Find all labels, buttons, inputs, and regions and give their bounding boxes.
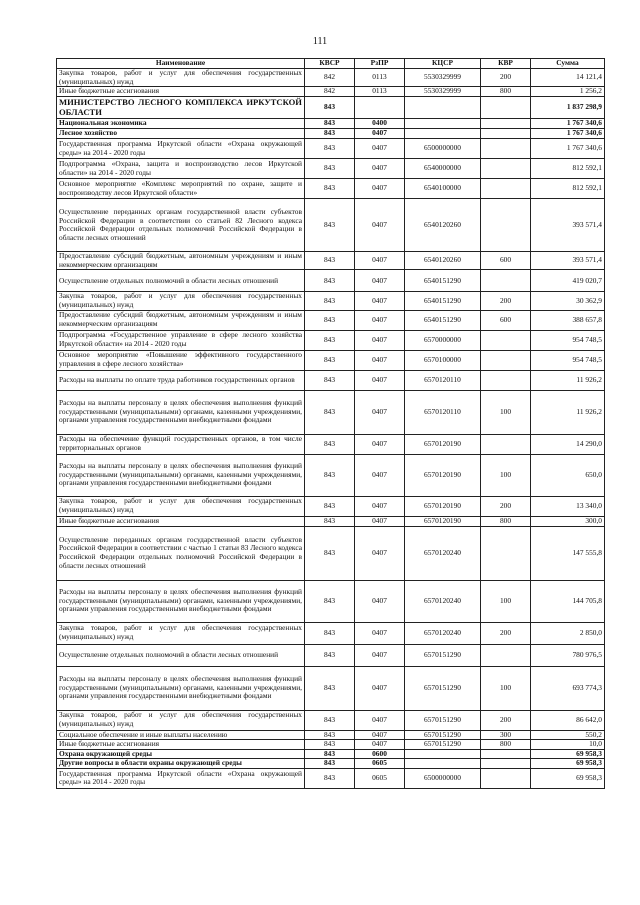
cell-name: Основное мероприятие «Повышение эффективного государственного управления в сфере лесного хозяйства» <box>57 350 305 370</box>
cell-sum: 11 926,2 <box>531 390 605 434</box>
table-row <box>57 179 605 199</box>
cell-kvr <box>481 129 531 139</box>
table-row <box>57 759 605 769</box>
cell-kvr: 200 <box>481 496 531 516</box>
cell-name: Закупка товаров, работ и услуг для обеспечения государственных (муниципальных) нужд <box>57 496 305 516</box>
cell-sum: 1 837 298,9 <box>531 97 605 119</box>
cell-kvsr: 843 <box>305 516 355 526</box>
cell-kvsr: 843 <box>305 119 355 129</box>
cell-rzpr: 0407 <box>355 730 405 740</box>
cell-rzpr: 0113 <box>355 87 405 97</box>
cell-kvr: 200 <box>481 622 531 644</box>
cell-name: Осуществление отдельных полномочий в области лесных отношений <box>57 270 305 292</box>
table-row <box>57 129 605 139</box>
cell-rzpr: 0407 <box>355 292 405 310</box>
cell-rzpr: 0407 <box>355 454 405 496</box>
cell-kvsr: 843 <box>305 526 355 580</box>
table-row <box>57 159 605 179</box>
cell-name: Осуществление переданных органам государственной власти субъектов Российской Федерации в соответствии с частью 1 статьи 83 Лесного кодекса Российской Федерации отдельных полномочий Российской Федерации в области лесных отношений <box>57 526 305 580</box>
cell-sum: 10,0 <box>531 740 605 750</box>
cell-name: Охрана окружающей среды <box>57 749 305 759</box>
cell-kcsr: 6540151290 <box>405 292 481 310</box>
cell-kcsr <box>405 129 481 139</box>
cell-kvr <box>481 759 531 769</box>
cell-kvr: 200 <box>481 292 531 310</box>
cell-kvsr: 843 <box>305 710 355 730</box>
cell-rzpr <box>355 97 405 119</box>
cell-sum: 1 767 340,6 <box>531 139 605 159</box>
cell-kcsr <box>405 97 481 119</box>
cell-sum: 419 020,7 <box>531 270 605 292</box>
cell-name: Расходы на выплаты персоналу в целях обеспечения выполнения функций государственными (муниципальными) органами, казенными учреждениями, органами управления государственными внебюджетными фондами <box>57 454 305 496</box>
cell-kcsr: 6500000000 <box>405 768 481 788</box>
cell-name: Расходы на выплаты по оплате труда работников государственных органов <box>57 370 305 390</box>
cell-rzpr: 0407 <box>355 740 405 750</box>
cell-name: Подпрограмма «Охрана, защита и воспроизводство лесов Иркутской области» на 2014 - 2020 годы <box>57 159 305 179</box>
cell-rzpr: 0407 <box>355 270 405 292</box>
cell-kvr: 200 <box>481 69 531 87</box>
table-row <box>57 87 605 97</box>
cell-kcsr <box>405 759 481 769</box>
cell-name: Национальная экономика <box>57 119 305 129</box>
cell-kvr: 600 <box>481 310 531 330</box>
table-row <box>57 310 605 330</box>
cell-sum: 780 976,5 <box>531 644 605 666</box>
table-row <box>57 270 605 292</box>
cell-kcsr: 6570120190 <box>405 496 481 516</box>
cell-rzpr: 0400 <box>355 119 405 129</box>
cell-kcsr: 6570120190 <box>405 454 481 496</box>
cell-name: Предоставление субсидий бюджетным, автономным учреждениям и иным некоммерческим организациям <box>57 252 305 270</box>
cell-rzpr: 0407 <box>355 129 405 139</box>
header-sum: Сумма <box>531 59 605 69</box>
cell-sum: 14 121,4 <box>531 69 605 87</box>
cell-kvsr: 843 <box>305 390 355 434</box>
cell-kvsr: 843 <box>305 139 355 159</box>
table-row <box>57 710 605 730</box>
cell-sum: 388 657,8 <box>531 310 605 330</box>
cell-sum: 550,2 <box>531 730 605 740</box>
cell-sum: 1 767 340,6 <box>531 129 605 139</box>
cell-sum: 14 290,0 <box>531 434 605 454</box>
cell-kvsr: 843 <box>305 644 355 666</box>
cell-rzpr: 0407 <box>355 644 405 666</box>
cell-sum: 954 748,5 <box>531 330 605 350</box>
cell-kcsr: 6570100000 <box>405 350 481 370</box>
table-body <box>57 69 605 789</box>
table-row <box>57 768 605 788</box>
cell-rzpr: 0600 <box>355 749 405 759</box>
cell-kvr <box>481 179 531 199</box>
cell-rzpr: 0407 <box>355 199 405 252</box>
cell-kcsr: 6570151290 <box>405 666 481 710</box>
cell-name: Расходы на выплаты персоналу в целях обеспечения выполнения функций государственными (муниципальными) органами, казенными учреждениями, органами управления государственными внебюджетными фондами <box>57 580 305 622</box>
cell-sum: 69 958,3 <box>531 759 605 769</box>
cell-sum: 69 958,3 <box>531 768 605 788</box>
cell-rzpr: 0407 <box>355 526 405 580</box>
cell-sum: 393 571,4 <box>531 252 605 270</box>
cell-kvsr: 843 <box>305 759 355 769</box>
cell-kcsr: 6570120240 <box>405 580 481 622</box>
cell-kvsr: 843 <box>305 580 355 622</box>
table-row <box>57 496 605 516</box>
cell-kvr: 800 <box>481 740 531 750</box>
cell-kvsr: 843 <box>305 434 355 454</box>
cell-sum: 812 592,1 <box>531 159 605 179</box>
table-row <box>57 199 605 252</box>
cell-name: Закупка товаров, работ и услуг для обеспечения государственных (муниципальных) нужд <box>57 69 305 87</box>
cell-kvsr: 843 <box>305 199 355 252</box>
cell-kcsr <box>405 749 481 759</box>
cell-kvr: 100 <box>481 390 531 434</box>
cell-kcsr: 6570151290 <box>405 740 481 750</box>
cell-kcsr: 6540151290 <box>405 270 481 292</box>
table-row <box>57 666 605 710</box>
cell-name: Закупка товаров, работ и услуг для обеспечения государственных (муниципальных) нужд <box>57 622 305 644</box>
cell-kcsr: 6540120260 <box>405 199 481 252</box>
table-row <box>57 370 605 390</box>
cell-kvr <box>481 119 531 129</box>
cell-rzpr: 0407 <box>355 179 405 199</box>
cell-sum: 11 926,2 <box>531 370 605 390</box>
cell-sum: 30 362,9 <box>531 292 605 310</box>
cell-kcsr: 6570120240 <box>405 526 481 580</box>
cell-kvsr: 843 <box>305 768 355 788</box>
cell-kcsr: 6540100000 <box>405 179 481 199</box>
cell-name: Расходы на обеспечение функций государственных органов, в том числе территориальных органов <box>57 434 305 454</box>
cell-kvsr: 843 <box>305 496 355 516</box>
cell-kcsr: 6570120190 <box>405 516 481 526</box>
cell-rzpr: 0407 <box>355 139 405 159</box>
cell-kvr: 100 <box>481 454 531 496</box>
cell-sum: 69 958,3 <box>531 749 605 759</box>
cell-kvsr: 843 <box>305 749 355 759</box>
cell-kcsr: 6570120240 <box>405 622 481 644</box>
budget-table <box>56 58 605 789</box>
table-row <box>57 97 605 119</box>
cell-name: Государственная программа Иркутской области «Охрана окружающей среды» на 2014 - 2020 годы <box>57 768 305 788</box>
cell-rzpr: 0407 <box>355 434 405 454</box>
cell-sum: 393 571,4 <box>531 199 605 252</box>
cell-kvr <box>481 139 531 159</box>
cell-kcsr: 5530329999 <box>405 87 481 97</box>
table-row <box>57 580 605 622</box>
cell-kvr: 800 <box>481 516 531 526</box>
cell-name: Осуществление отдельных полномочий в области лесных отношений <box>57 644 305 666</box>
cell-kcsr: 5530329999 <box>405 69 481 87</box>
cell-rzpr: 0407 <box>355 622 405 644</box>
header-rzpr: РзПР <box>355 59 405 69</box>
table-row <box>57 644 605 666</box>
cell-name: Расходы на выплаты персоналу в целях обеспечения выполнения функций государственными (муниципальными) органами, казенными учреждениями, органами управления государственными внебюджетными фондами <box>57 390 305 434</box>
cell-kcsr: 6570151290 <box>405 644 481 666</box>
cell-rzpr: 0407 <box>355 666 405 710</box>
table-row <box>57 119 605 129</box>
cell-kcsr: 6570151290 <box>405 730 481 740</box>
header-name: Наименование <box>57 59 305 69</box>
cell-rzpr: 0407 <box>355 252 405 270</box>
cell-rzpr: 0407 <box>355 159 405 179</box>
cell-name: Лесное хозяйство <box>57 129 305 139</box>
cell-name: Предоставление субсидий бюджетным, автономным учреждениям и иным некоммерческим организациям <box>57 310 305 330</box>
cell-sum: 86 642,0 <box>531 710 605 730</box>
table-row <box>57 516 605 526</box>
cell-kcsr: 6570120110 <box>405 390 481 434</box>
cell-kcsr: 6500000000 <box>405 139 481 159</box>
cell-rzpr: 0407 <box>355 330 405 350</box>
cell-name: Социальное обеспечение и иные выплаты населению <box>57 730 305 740</box>
cell-kvsr: 843 <box>305 350 355 370</box>
cell-kvsr: 843 <box>305 292 355 310</box>
cell-rzpr: 0407 <box>355 496 405 516</box>
cell-name: МИНИСТЕРСТВО ЛЕСНОГО КОМПЛЕКСА ИРКУТСКОЙ ОБЛАСТИ <box>57 97 305 119</box>
cell-kvsr: 843 <box>305 370 355 390</box>
cell-name: Расходы на выплаты персоналу в целях обеспечения выполнения функций государственными (муниципальными) органами, казенными учреждениями, органами управления государственными внебюджетными фондами <box>57 666 305 710</box>
cell-kvr <box>481 526 531 580</box>
cell-kvsr: 843 <box>305 310 355 330</box>
cell-name: Иные бюджетные ассигнования <box>57 740 305 750</box>
table-row <box>57 350 605 370</box>
cell-kvr <box>481 350 531 370</box>
cell-kvsr: 843 <box>305 330 355 350</box>
cell-sum: 812 592,1 <box>531 179 605 199</box>
cell-kvsr: 843 <box>305 97 355 119</box>
cell-rzpr: 0407 <box>355 710 405 730</box>
table-header-row <box>57 59 605 69</box>
cell-name: Иные бюджетные ассигнования <box>57 516 305 526</box>
cell-kvsr: 843 <box>305 740 355 750</box>
cell-kvsr: 843 <box>305 270 355 292</box>
cell-kcsr: 6570120190 <box>405 434 481 454</box>
table-row <box>57 139 605 159</box>
cell-name: Государственная программа Иркутской области «Охрана окружающей среды» на 2014 - 2020 годы <box>57 139 305 159</box>
cell-sum: 13 340,0 <box>531 496 605 516</box>
cell-sum: 300,0 <box>531 516 605 526</box>
cell-sum: 693 774,3 <box>531 666 605 710</box>
cell-rzpr: 0407 <box>355 370 405 390</box>
cell-rzpr: 0407 <box>355 580 405 622</box>
cell-kvr <box>481 749 531 759</box>
header-kcsr: КЦСР <box>405 59 481 69</box>
cell-kvr: 800 <box>481 87 531 97</box>
cell-name: Закупка товаров, работ и услуг для обеспечения государственных (муниципальных) нужд <box>57 710 305 730</box>
cell-kvsr: 843 <box>305 666 355 710</box>
cell-kvsr: 843 <box>305 730 355 740</box>
page-number: 111 <box>312 36 328 47</box>
cell-sum: 144 705,8 <box>531 580 605 622</box>
cell-sum: 2 850,0 <box>531 622 605 644</box>
table-row <box>57 292 605 310</box>
header-kvsr: КВСР <box>305 59 355 69</box>
header-kvr: КВР <box>481 59 531 69</box>
table-row <box>57 622 605 644</box>
cell-kvr <box>481 768 531 788</box>
cell-rzpr: 0407 <box>355 390 405 434</box>
cell-rzpr: 0407 <box>355 516 405 526</box>
cell-name: Подпрограмма «Государственное управление в сфере лесного хозяйства Иркутской области» на 2014 - 2020 годы <box>57 330 305 350</box>
cell-kcsr: 6570151290 <box>405 710 481 730</box>
cell-kvr: 600 <box>481 252 531 270</box>
cell-kcsr: 6540120260 <box>405 252 481 270</box>
cell-name: Закупка товаров, работ и услуг для обеспечения государственных (муниципальных) нужд <box>57 292 305 310</box>
cell-kvsr: 843 <box>305 454 355 496</box>
cell-kvsr: 843 <box>305 252 355 270</box>
cell-name: Основное мероприятие «Комплекс мероприятий по охране, защите и воспроизводству лесов Иркутской области» <box>57 179 305 199</box>
cell-kvsr: 843 <box>305 622 355 644</box>
cell-kvr <box>481 644 531 666</box>
cell-rzpr: 0605 <box>355 759 405 769</box>
cell-kvsr: 843 <box>305 179 355 199</box>
cell-kcsr: 6570120110 <box>405 370 481 390</box>
cell-sum: 954 748,5 <box>531 350 605 370</box>
table-row <box>57 390 605 434</box>
cell-kcsr <box>405 119 481 129</box>
cell-name: Иные бюджетные ассигнования <box>57 87 305 97</box>
cell-kvr <box>481 159 531 179</box>
cell-kvr <box>481 199 531 252</box>
cell-kvr <box>481 330 531 350</box>
table-row <box>57 252 605 270</box>
table-row <box>57 69 605 87</box>
cell-name: Другие вопросы в области охраны окружающей среды <box>57 759 305 769</box>
table-row <box>57 526 605 580</box>
table-row <box>57 740 605 750</box>
cell-kvsr: 842 <box>305 69 355 87</box>
cell-sum: 147 555,8 <box>531 526 605 580</box>
cell-kvr: 300 <box>481 730 531 740</box>
cell-kvr <box>481 434 531 454</box>
cell-sum: 650,0 <box>531 454 605 496</box>
cell-kvr: 100 <box>481 666 531 710</box>
cell-sum: 1 256,2 <box>531 87 605 97</box>
cell-rzpr: 0113 <box>355 69 405 87</box>
cell-sum: 1 767 340,6 <box>531 119 605 129</box>
cell-kvr: 200 <box>481 710 531 730</box>
cell-kvr <box>481 370 531 390</box>
cell-name: Осуществление переданных органам государственной власти субъектов Российской Федерации в соответствии со статьей 82 Лесного кодекса Российской Федерации отдельных полномочий Российской Федерации в области лесных отношений <box>57 199 305 252</box>
cell-kvsr: 842 <box>305 87 355 97</box>
cell-rzpr: 0605 <box>355 768 405 788</box>
cell-kvsr: 843 <box>305 159 355 179</box>
cell-kcsr: 6570000000 <box>405 330 481 350</box>
cell-kcsr: 6540000000 <box>405 159 481 179</box>
table-row <box>57 434 605 454</box>
cell-kvr <box>481 270 531 292</box>
cell-kvr: 100 <box>481 580 531 622</box>
cell-rzpr: 0407 <box>355 350 405 370</box>
cell-kvsr: 843 <box>305 129 355 139</box>
cell-kvr <box>481 97 531 119</box>
cell-rzpr: 0407 <box>355 310 405 330</box>
cell-kcsr: 6540151290 <box>405 310 481 330</box>
table-row <box>57 330 605 350</box>
table-row <box>57 454 605 496</box>
